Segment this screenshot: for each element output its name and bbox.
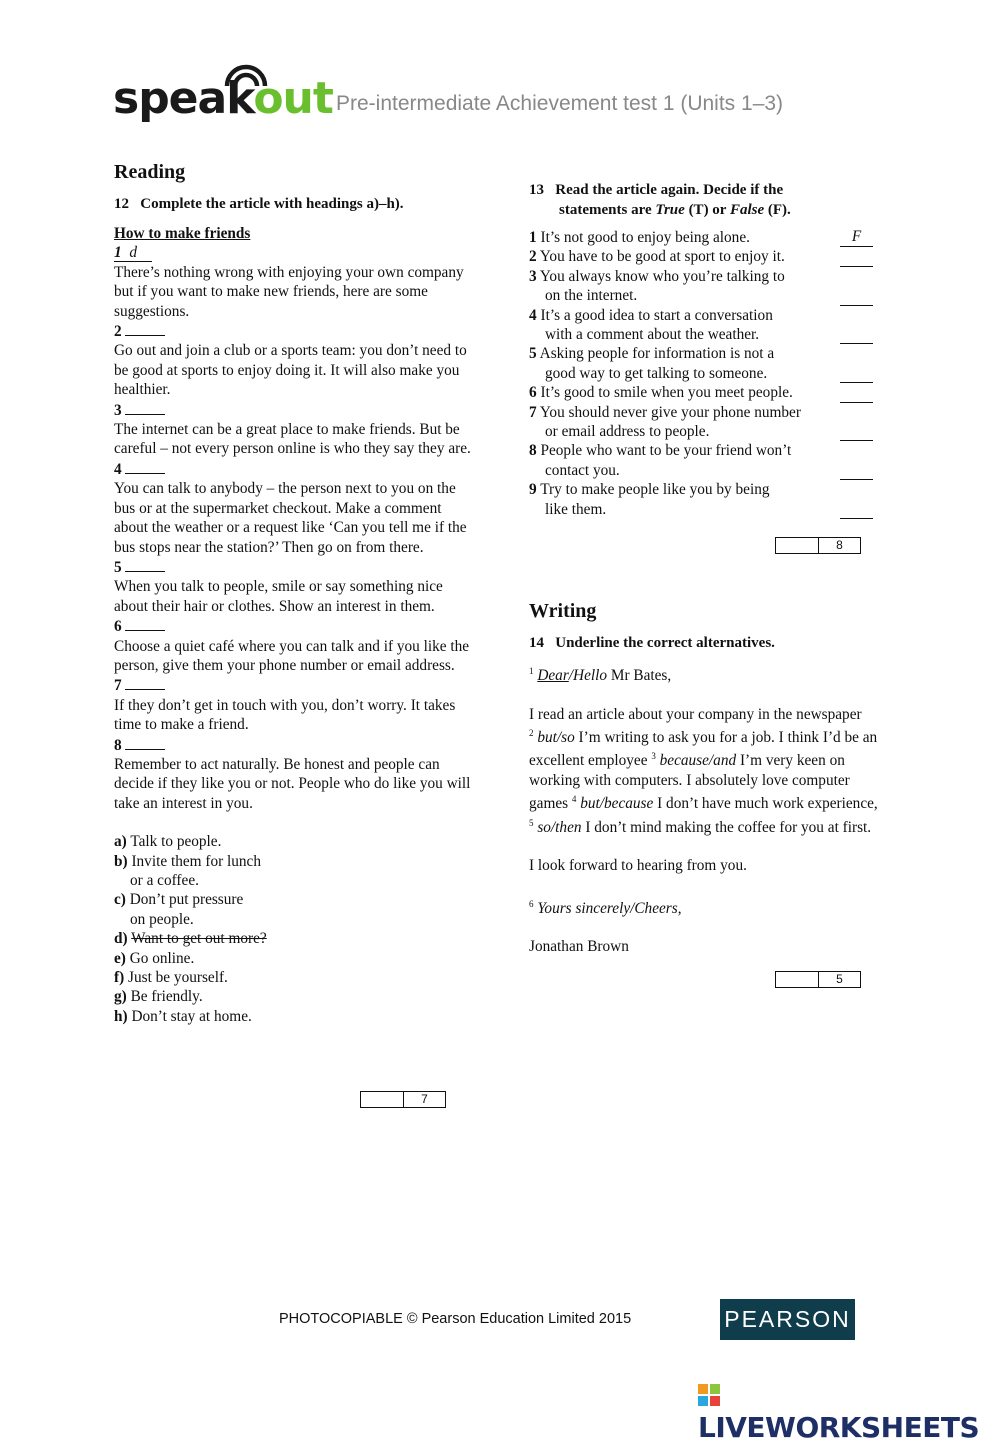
option-text-cont: on people. [130, 910, 194, 928]
gap-number: 2 [114, 323, 122, 341]
statement-text: People who want to be your friend won’t [540, 442, 792, 460]
copyright-text: PHOTOCOPIABLE © Pearson Education Limited 2015 [279, 1311, 632, 1327]
article-paragraph: Go out and join a club or a sports team: you don’t need to be good at sports to enjoy doing it. It will also make you healthier. [114, 342, 467, 399]
tf-answer-blank[interactable] [840, 424, 873, 441]
answer-blank[interactable] [125, 616, 165, 631]
option-text: Invite them for lunch [131, 852, 261, 870]
statement-text: You have to be good at sport to enjoy it. [539, 248, 785, 266]
task-14-text: Underline the correct alternatives. [555, 635, 775, 651]
article-paragraph: Choose a quiet café where you can talk and if you like the person, give them your phone number or email address. [114, 637, 470, 674]
statement-number: 6 [529, 384, 537, 402]
tf-answer-blank[interactable] [840, 502, 873, 519]
gap-number: 7 [114, 677, 122, 695]
tf-score-box[interactable] [775, 537, 861, 554]
gap-number: 6 [114, 618, 122, 636]
answer-blank[interactable] [125, 321, 165, 336]
option-text: Be friendly. [130, 988, 203, 1006]
tf-statement [529, 228, 873, 247]
option-letter: b) [114, 852, 128, 870]
gap-heading-line[interactable] [114, 321, 474, 341]
option-letter: d) [114, 930, 128, 948]
gap-heading-line[interactable] [114, 557, 474, 577]
statement-text: Asking people for information is not a [539, 345, 775, 363]
reading-section [114, 160, 474, 1106]
answer-blank[interactable] [125, 400, 165, 415]
gap-3-number: 3 [651, 751, 656, 762]
letter-body [529, 705, 889, 838]
article-paragraph: Remember to act naturally. Be honest and people can decide if they like you or not. People who do like you will take an interest in you. [114, 755, 471, 812]
letter-text-5: I don’t mind making the coffee for you at first. [581, 818, 872, 836]
task-13-number: 13 [529, 182, 544, 198]
tf-statement [529, 306, 873, 345]
letter-closing-line: I look forward to hearing from you. [529, 857, 747, 875]
task-12-instruction [114, 194, 474, 214]
statement-number: 3 [529, 267, 537, 285]
heading-option [114, 890, 474, 909]
statement-text: Try to make people like you by being [540, 481, 770, 499]
letter-text-2: I’m writing to ask you for a job. I think I’d be an excellent employee [529, 729, 878, 770]
tf-answer-blank[interactable] [840, 366, 873, 383]
article-paragraph: The internet can be a great place to make friends. But be careful – not every person online is who they say they are. [114, 421, 471, 458]
pearson-logo: PEARSON [720, 1299, 855, 1340]
statement-text: You always know who you’re talking to [539, 267, 785, 285]
tf-statement [529, 247, 873, 266]
gap-2-number: 2 [529, 727, 534, 738]
option-text: Just be yourself. [128, 969, 228, 987]
heading-option [114, 1007, 474, 1026]
tf-answer-blank[interactable] [840, 250, 873, 267]
example-heading-line [114, 243, 474, 262]
option-text-cont: or a coffee. [130, 872, 199, 889]
reading-heading: Reading [114, 161, 186, 183]
task-14-instruction [529, 633, 889, 653]
example-number: 1 [114, 244, 122, 262]
statement-number: 1 [529, 229, 537, 246]
article-paragraph: When you talk to people, smile or say something nice about their hair or clothes. Show an interest in them. [114, 578, 443, 615]
task-13-line2-a: statements are [559, 202, 656, 218]
tf-answer-blank[interactable] [840, 289, 873, 306]
answer-blank[interactable] [125, 675, 165, 690]
option-letter: c) [114, 891, 126, 909]
tf-statement [529, 403, 873, 442]
statement-text-cont: contact you. [545, 461, 620, 479]
article-title: How to make friends [114, 225, 251, 242]
statement-text-cont: or email address to people. [545, 423, 710, 441]
letter-salutation: $^1$ Dear/Hello Mr Bates, [529, 666, 672, 685]
gap-5-options[interactable]: so/then [537, 818, 582, 836]
page-title: Pre-intermediate Achievement test 1 (Units 1–3) [336, 92, 784, 115]
statement-number: 7 [529, 403, 537, 421]
task-13-section [529, 180, 873, 552]
statement-number: 9 [529, 481, 537, 499]
tf-answer-blank[interactable] [840, 463, 873, 480]
tf-statement [529, 267, 873, 306]
logo-speak-text: speak [113, 73, 254, 124]
heading-option [114, 929, 474, 948]
gap-heading-line[interactable] [114, 675, 474, 695]
answer-blank[interactable] [125, 459, 165, 474]
heading-option [114, 968, 474, 987]
statement-text-cont: like them. [545, 500, 607, 518]
option-letter: e) [114, 949, 126, 967]
gap-number: 8 [114, 736, 122, 754]
speakout-logo [113, 62, 331, 128]
gap-1-option-b[interactable]: Hello [573, 667, 608, 685]
writing-heading: Writing [529, 600, 597, 622]
statement-number: 8 [529, 442, 537, 460]
gap-4-number: 4 [571, 794, 577, 805]
reading-score-box[interactable] [360, 1091, 446, 1108]
gap-number: 5 [114, 558, 122, 576]
gap-3-options[interactable]: because/and [659, 752, 737, 770]
heading-options [114, 832, 474, 1026]
salutation-rest: Mr Bates, [607, 667, 672, 685]
statement-text-cont: good way to get talking to someone. [545, 364, 768, 382]
statement-text-cont: on the internet. [545, 287, 638, 305]
letter [529, 662, 889, 957]
writing-section [529, 599, 889, 986]
article-paragraphs [114, 263, 474, 813]
gap-6-number: 6 [529, 898, 534, 909]
tf-statements [529, 228, 873, 519]
liveworksheets-logo [698, 1378, 1000, 1444]
score-input-cell[interactable] [361, 1092, 404, 1107]
task-13-mid: (T) or [684, 202, 730, 218]
heading-option [114, 987, 474, 1006]
score-total: 8 [836, 538, 843, 552]
example-answer: d [129, 244, 137, 262]
letter-text-4: I don’t have much work experience, [653, 795, 878, 813]
heading-option [114, 832, 474, 851]
tf-statement [529, 441, 873, 480]
task-13-instruction [529, 180, 873, 220]
letter-signoff: $^6$ Yours sincerely/Cheers, [529, 898, 682, 917]
letter-text-3: I’m very keen on working with computers. I absolutely love computer games [529, 752, 850, 813]
gap-6-options[interactable]: Yours sincerely/Cheers [537, 899, 678, 917]
task-12-text: Complete the article with headings a)–h). [140, 196, 404, 212]
option-letter: h) [114, 1007, 128, 1025]
letter-text-1: I read an article about your company in the newspaper [529, 705, 862, 723]
article [114, 224, 474, 1026]
option-text: Talk to people. [130, 833, 222, 851]
option-letter: f) [114, 969, 125, 987]
statement-text-cont: with a comment about the weather. [545, 326, 760, 344]
writing-score-box[interactable] [775, 971, 861, 988]
gap-heading-line[interactable] [114, 459, 474, 479]
heading-option [114, 949, 474, 968]
score-total: 5 [836, 972, 843, 986]
task-13-false: False [729, 202, 765, 218]
tf-answer-blank[interactable] [840, 386, 873, 403]
gap-heading-line[interactable] [114, 735, 474, 755]
letter-signature: Jonathan Brown [529, 938, 629, 956]
answer-blank[interactable] [125, 735, 165, 750]
liveworksheets-badge-icon [698, 1384, 720, 1406]
article-paragraph: There’s nothing wrong with enjoying your own company but if you want to make new friends, here are some suggestions. [114, 263, 464, 320]
statement-number: 5 [529, 345, 537, 363]
statement-number: 2 [529, 248, 537, 266]
tf-statement [529, 344, 873, 383]
option-text: Go online. [129, 949, 195, 967]
option-letter: g) [114, 988, 127, 1006]
gap-heading-line[interactable] [114, 400, 474, 420]
gap-1-option-a[interactable]: Dear [537, 667, 569, 685]
heading-option [114, 852, 474, 871]
article-paragraph: You can talk to anybody – the person next to you on the bus or at the supermarket checkout. Make a comment about the weather or a request like ‘Can you tell me if the bus stops near the station?’ Then go on from there. [114, 480, 467, 556]
option-text: Don’t put pressure [129, 891, 244, 909]
tf-statement [529, 480, 873, 519]
score-total: 7 [421, 1092, 428, 1106]
gap-2-options[interactable]: but/so [537, 729, 575, 746]
gap-4-options[interactable]: but/because [580, 795, 654, 813]
statement-text: You should never give your phone number [539, 403, 801, 421]
option-text: Don’t stay at home. [131, 1007, 252, 1025]
liveworksheets-text: LIVEWORKSHEETS [698, 1411, 980, 1444]
gap-5-number: 5 [529, 817, 534, 828]
option-letter: a) [114, 833, 127, 851]
score-input-cell[interactable] [776, 972, 819, 987]
gap-heading-line[interactable] [114, 616, 474, 636]
article-paragraph: If they don’t get in touch with you, don’t worry. It takes time to make a friend. [114, 696, 456, 734]
gap-number: 3 [114, 401, 122, 419]
gap-1-number: 1 [529, 666, 534, 676]
task-13-end: (F). [764, 202, 791, 218]
statement-number: 4 [529, 306, 537, 324]
gap-number: 4 [114, 460, 122, 478]
tf-answer-blank[interactable] [840, 327, 873, 344]
score-input-cell[interactable] [776, 538, 819, 553]
answer-blank[interactable] [125, 557, 165, 572]
option-text: Want to get out more? [131, 930, 267, 948]
task-13-true: True [655, 202, 685, 218]
task-14-number: 14 [529, 635, 544, 651]
task-12-number: 12 [114, 196, 129, 212]
tf-statement [529, 383, 873, 402]
statement-text: It’s not good to enjoy being alone. [540, 229, 750, 246]
statement-text: It’s a good idea to start a conversation [540, 306, 773, 324]
task-13-line1: Read the article again. Decide if the [555, 182, 784, 198]
tf-answer-blank[interactable]: F [840, 230, 873, 247]
statement-text: It’s good to smile when you meet people. [540, 384, 793, 402]
logo-out-text: out [253, 73, 333, 124]
